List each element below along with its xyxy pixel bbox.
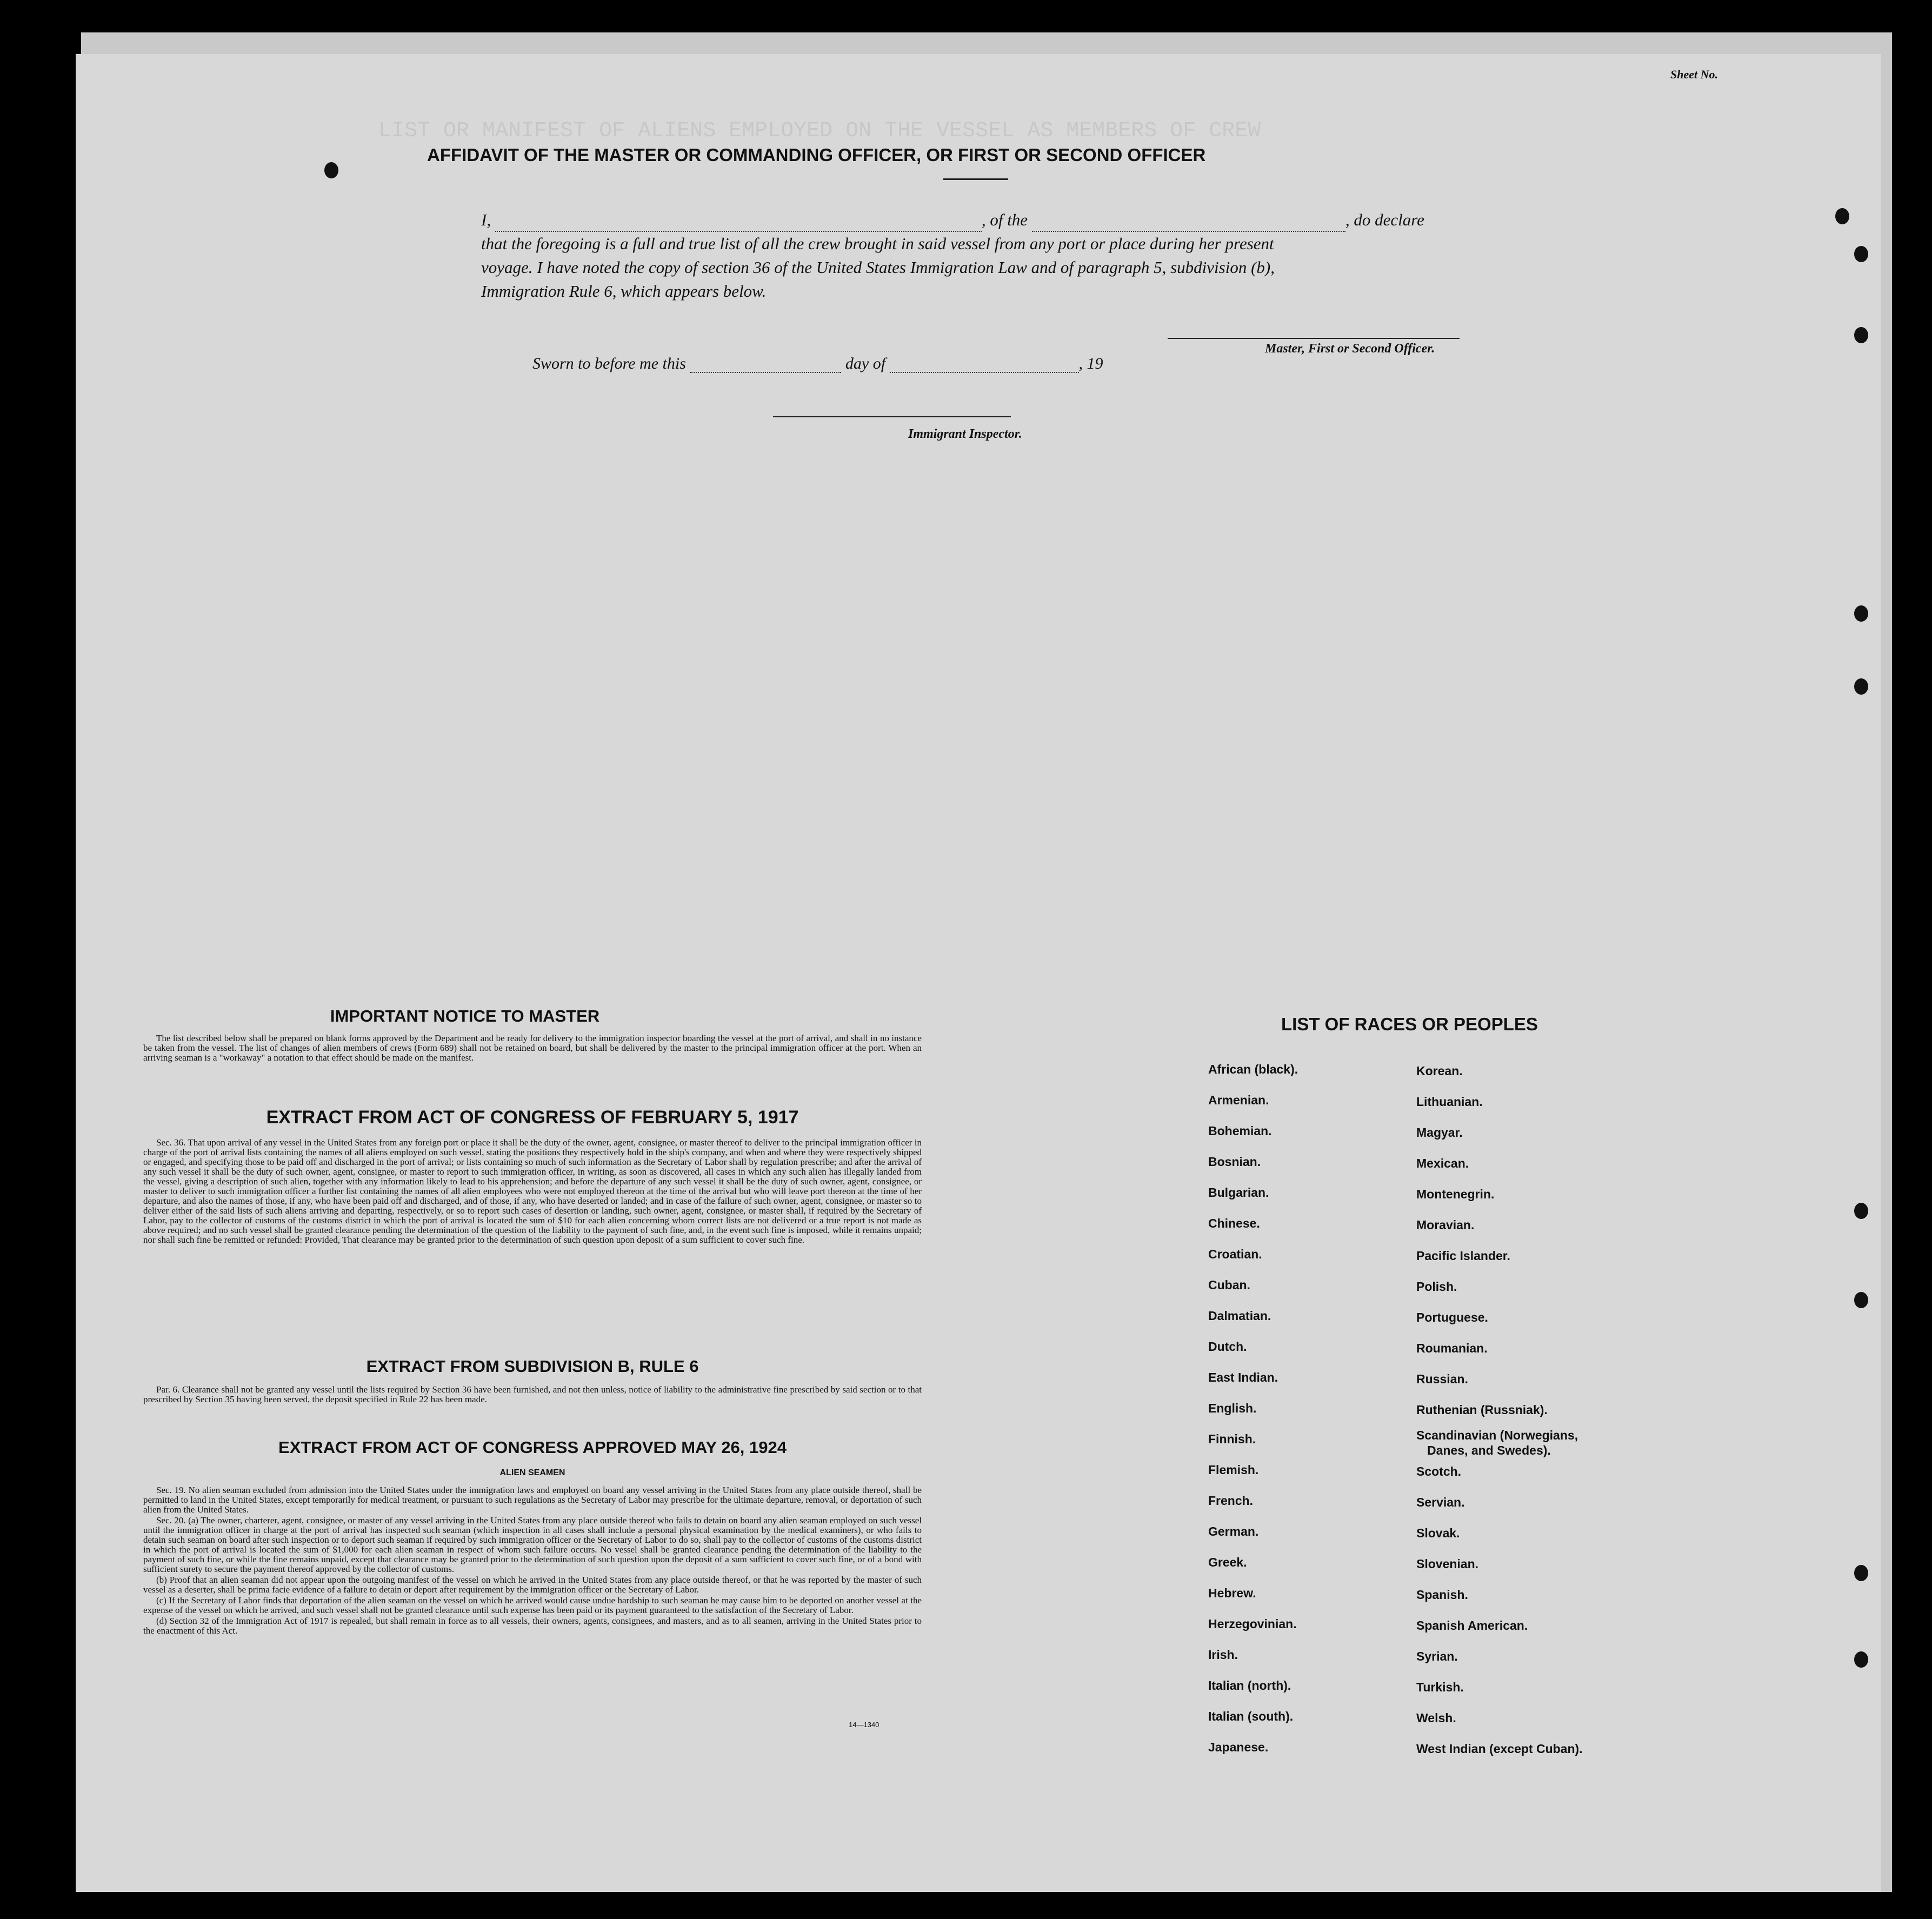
affidavit-title: AFFIDAVIT OF THE MASTER OR COMMANDING OFFICER, OR FIRST OR SECOND OFFICER [427,145,1206,165]
notice-paragraph: The list described below shall be prepared on blank forms approved by the Department and be ready for delivery to the immigration inspector boarding the vessel at the port of arrival, and shall in no instance be taken from the vessel. The list of changes of alien members of crews (Form 689) shall not be retained on board, but shall be delivered by the master to the principal immigration officer at the port. When an arriving seaman is a "workaway" a notation to that effect should be made on the manifest. [143,1033,922,1063]
extract-1917-title: EXTRACT FROM ACT OF CONGRESS OF FEBRUARY 5, 1917 [266,1107,799,1128]
race-item: Dalmatian. [1208,1309,1271,1323]
notice-title: IMPORTANT NOTICE TO MASTER [330,1007,600,1025]
race-item: Welsh. [1416,1711,1456,1725]
sheet-number-label: Sheet No. [1670,68,1718,81]
affidavit-line-3: voyage. I have noted the copy of section 36 of the United States Immigration Law and of paragraph 5, subdivision (b), [481,258,1275,277]
title-rule [943,178,1008,180]
day-of-label: day of [845,355,886,372]
affidavit-i-label: I, [481,210,491,229]
month-blank[interactable] [890,359,1079,373]
race-item: Scandinavian (Norwegians, [1416,1428,1578,1442]
extract-1917-text [143,1138,922,1246]
race-item: Servian. [1416,1495,1465,1509]
bleed-through: LIST OR MANIFEST OF ALIENS EMPLOYED ON THE VESSEL AS MEMBERS OF CREW [378,119,1261,143]
affidavit-declare-label: , do declare [1345,210,1424,229]
extract-1924-paragraph: Sec. 19. No alien seaman excluded from admission into the United States under the immigration laws and employed on board any vessel arriving in the United States from any place outside thereof, shall be permitted to land in the United States, except temporarily for medical treatment, or pursuant to such regulations as the Secretary of Labor may prescribe for the ultimate departure, removal, or deportation of such alien from the United States. [143,1485,922,1515]
race-item: Spanish. [1416,1588,1468,1602]
race-item: Hebrew. [1208,1586,1256,1600]
sworn-label: Sworn to before me this [532,355,686,372]
extract-rule6-text [143,1385,922,1405]
affidavit-body [481,208,1508,303]
race-item: Turkish. [1416,1680,1464,1694]
punch-hole [1854,1203,1868,1219]
race-item: Korean. [1416,1064,1463,1078]
race-item: Greek. [1208,1555,1247,1569]
race-item: East Indian. [1208,1370,1278,1384]
race-item: Scotch. [1416,1464,1462,1478]
race-item: English. [1208,1401,1257,1415]
race-item: Chinese. [1208,1216,1260,1230]
races-title: LIST OF RACES OR PEOPLES [1281,1014,1538,1034]
race-item: Spanish American. [1416,1618,1528,1633]
race-item: Lithuanian. [1416,1095,1483,1109]
race-item: Armenian. [1208,1093,1269,1107]
race-item: Bulgarian. [1208,1185,1269,1200]
race-item: Moravian. [1416,1218,1475,1232]
punch-hole [1835,208,1849,224]
punch-hole [1854,678,1868,695]
race-item: Portuguese. [1416,1310,1488,1324]
year-label: , 19 [1078,355,1103,372]
punch-hole [324,162,338,178]
punch-hole [1854,327,1868,343]
punch-hole [1854,605,1868,622]
inspector-signature-line[interactable] [773,416,1011,417]
race-item: African (black). [1208,1062,1298,1076]
extract-rule6-paragraph: Par. 6. Clearance shall not be granted any vessel until the lists required by Section 36 have been furnished, and not then unless, notice of liability to the administrative fine prescribed by said section or to that prescribed by Section 35 having been served, the deposit specified in Rule 22 has been made. [143,1384,922,1404]
sworn-line [532,355,1103,373]
race-item: Slovenian. [1416,1557,1479,1571]
race-item: Syrian. [1416,1649,1458,1663]
master-signature-line[interactable] [1168,338,1460,339]
race-item: Herzegovinian. [1208,1617,1297,1631]
name-blank[interactable] [495,218,982,232]
race-item: Irish. [1208,1648,1238,1662]
extract-rule6-title: EXTRACT FROM SUBDIVISION B, RULE 6 [366,1357,699,1376]
extract-1924-paragraph: (d) Section 32 of the Immigration Act of 1917 is repealed, but shall remain in force as to all vessels, their owners, agents, consignees, and masters, and as to all seamen, arriving in the United States prior to the enactment of this Act. [143,1616,922,1636]
race-item: Pacific Islander. [1416,1249,1510,1263]
race-item: German. [1208,1524,1259,1538]
extract-1924-subtitle: ALIEN SEAMEN [499,1468,565,1477]
notice-text [143,1034,922,1064]
punch-hole [1854,1292,1868,1308]
affidavit-line-1 [481,208,1508,232]
race-item: Dutch. [1208,1340,1247,1354]
race-item: Magyar. [1416,1125,1463,1140]
race-item: Ruthenian (Russniak). [1416,1403,1548,1417]
race-item: Italian (south). [1208,1709,1294,1723]
affidavit-of-label: , of the [981,210,1028,229]
inspector-signature-label: Immigrant Inspector. [908,427,1022,441]
race-item: Montenegrin. [1416,1187,1495,1201]
race-item-continuation: Danes, and Swedes). [1427,1443,1551,1457]
extract-1924-paragraph: Sec. 20. (a) The owner, charterer, agent, consignee, or master of any vessel arriving in the United States from any place outside thereof who fails to detain on board any alien seaman employed on such vessel until the immigration officer in charge at the port of arrival has inspected such seaman (which inspection in all cases shall include a personal physical examination by the medical examiners), or who fails to detain such seaman on board after such inspection or to deport such seaman if required by such immigration officer or the Secretary of Labor to do so, shall pay to the collector of customs of the customs district in which the port of arrival is located the sum of $1,000 for each alien seaman in respect of whom such failure occurs. No vessel shall be granted clearance pending the determination of the liability to the payment of such fine, or while the fine remains unpaid, except that clearance may be granted prior to the determination of such question upon the deposit of a sum sufficient to cover such fine, or of a bond with sufficient surety to secure the payment thereof approved by the collector of customs. [143,1515,922,1574]
affidavit-line-4: Immigration Rule 6, which appears below. [481,282,767,301]
race-item: Japanese. [1208,1740,1269,1754]
day-blank[interactable] [690,359,841,373]
race-item: Roumanian. [1416,1341,1488,1355]
extract-1924-paragraph: (c) If the Secretary of Labor finds that deportation of the alien seaman on the vessel on which he arrived would cause undue hardship to such seaman he may cause him to be deported on another vessel at the expense of the vessel on which he arrived, and such vessel shall not be granted clearance until such expense has been paid or its payment guaranteed to the satisfaction of the Secretary of Labor. [143,1595,922,1615]
affidavit-line-2: that the foregoing is a full and true list of all the crew brought in said vessel from any port or place during her present [481,234,1274,253]
race-item: Finnish. [1208,1432,1256,1446]
race-item: Mexican. [1416,1156,1469,1170]
punch-hole [1854,1651,1868,1668]
master-signature-label: Master, First or Second Officer. [1265,342,1435,356]
extract-1924-title: EXTRACT FROM ACT OF CONGRESS APPROVED MAY 26, 1924 [278,1438,787,1457]
race-item: Croatian. [1208,1247,1262,1261]
extract-1924-text [143,1485,922,1637]
extract-1924-paragraph: (b) Proof that an alien seaman did not appear upon the outgoing manifest of the vessel on which he arrived in the United States from any place outside thereof, or that he was reported by the master of such vessel as a deserter, shall be prima facie evidence of a failure to detain or deport after requirement by the immigration officer or the Secretary of Labor. [143,1575,922,1595]
race-item: Slovak. [1416,1526,1460,1540]
race-item: Bosnian. [1208,1155,1261,1169]
race-item: West Indian (except Cuban). [1416,1742,1583,1756]
race-item: Flemish. [1208,1463,1259,1477]
race-item: Bohemian. [1208,1124,1272,1138]
punch-hole [1854,1565,1868,1581]
race-item: Polish. [1416,1280,1457,1294]
race-item: Cuban. [1208,1278,1250,1292]
race-item: Italian (north). [1208,1678,1291,1693]
vessel-blank[interactable] [1032,218,1345,232]
extract-1917-paragraph: Sec. 36. That upon arrival of any vessel in the United States from any foreign port or place it shall be the duty of the owner, agent, consignee, or master thereof to deliver to the principal immigration officer in charge of the port of arrival lists containing the names of all aliens employed on such vessel, stating the positions they respectively hold in the ship's company, and when and where they were respectively shipped or engaged, and specifying those to be paid off and discharged in the port of arrival; or lists containing so much of such information as the Secretary of Labor shall by regulation prescribe; and after the arrival of any such vessel it shall be the duty of such owner, agent, consignee, or master to report to such immigration officer, in writing, as soon as discovered, all cases in which any such alien has illegally landed from the vessel, giving a description of such alien, together with any information likely to lead to his apprehension; and before the departure of any such vessel it shall be the duty of such owner, agent, consignee, or master to deliver to such immigration officer a further list containing the names of all alien employees who were not employed thereon at the time of the arrival but who will leave port thereon at the time of her departure, and also the names of those, if any, who have been paid off and discharged, and of those, if any, who have deserted or landed; and in case of the failure of such owner, agent, consignee, or master so to deliver either of the said lists of such aliens arriving and departing, respectively, or so to report such cases of desertion or landing, such owner, agent, consignee, or master shall, if required by the Secretary of Labor, pay to the collector of customs of the customs district in which the port of arrival is located the sum of $10 for each alien concerning whom correct lists are not delivered or a true report is not made as above required; and no such vessel shall be granted clearance pending the determination of the question of the liability to the payment of such fine, and, in the event such fine is imposed, while it remains unpaid; nor shall such fine be remitted or refunded: Provided, That clearance may be granted prior to the determination of such question upon deposit of a sum sufficient to cover such fine. [143,1137,922,1245]
punch-hole [1854,246,1868,262]
race-item: Russian. [1416,1372,1468,1386]
form-number: 14—1340 [849,1721,880,1729]
race-item: French. [1208,1494,1254,1508]
